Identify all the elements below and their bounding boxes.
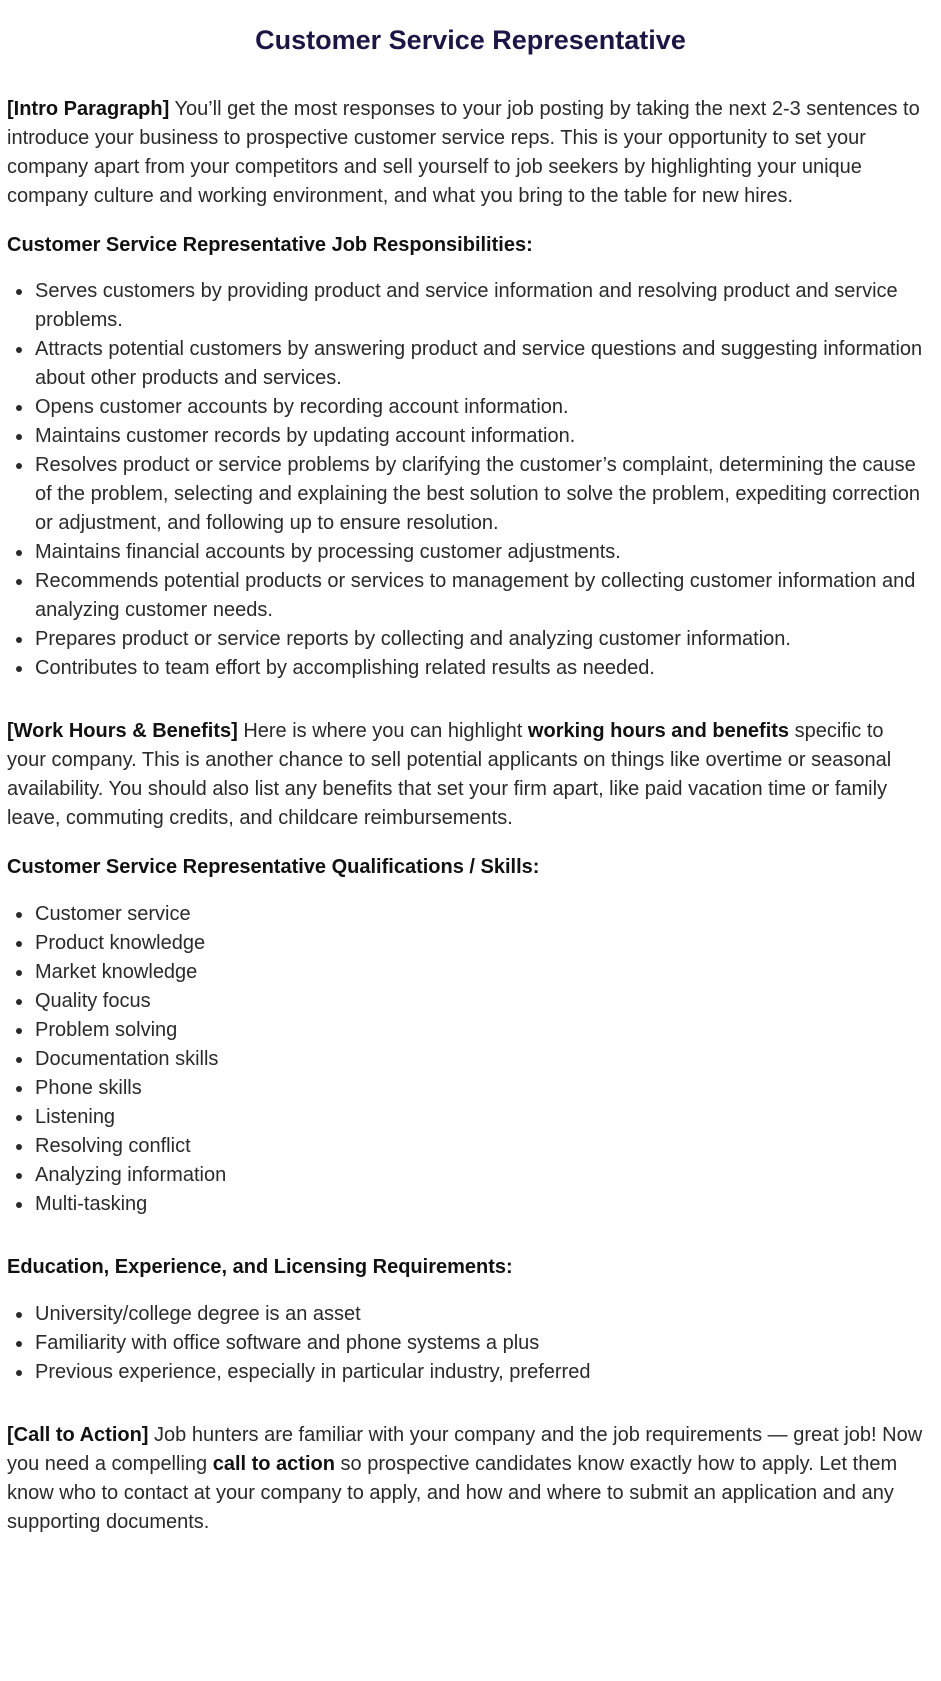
list-item	[7, 538, 927, 567]
list-item	[7, 1358, 927, 1387]
call-to-action-paragraph	[7, 1421, 927, 1537]
list-item-text: Listening	[35, 1106, 116, 1128]
list-item-text: Attracts potential customers by answering product and service questions and suggesting information about other products and services.	[35, 338, 923, 389]
responsibilities-list	[7, 277, 941, 683]
list-item-text: Contributes to team effort by accomplishing related results as needed.	[35, 657, 655, 679]
list-item	[7, 625, 927, 654]
work-hours-paragraph	[7, 717, 927, 833]
list-item-text: Recommends potential products or services to management by collecting customer information and analyzing customer needs.	[35, 570, 916, 621]
bullet-icon	[16, 1028, 22, 1034]
list-item	[7, 1132, 927, 1161]
bullet-icon	[16, 1057, 22, 1063]
list-item	[7, 900, 927, 929]
bullet-icon	[16, 1312, 22, 1318]
list-item-text: Opens customer accounts by recording account information.	[35, 396, 569, 418]
list-item	[7, 393, 927, 422]
bullet-icon	[16, 1144, 22, 1150]
bullet-icon	[16, 579, 22, 585]
bullet-icon	[16, 347, 22, 353]
list-item	[7, 1074, 927, 1103]
list-item	[7, 1329, 927, 1358]
bullet-icon	[16, 970, 22, 976]
list-item	[7, 987, 927, 1016]
bullet-icon	[16, 999, 22, 1005]
cta-label: [Call to Action]	[7, 1424, 149, 1446]
list-item	[7, 1300, 927, 1329]
list-item	[7, 929, 927, 958]
list-item-text: Phone skills	[35, 1077, 142, 1099]
list-item-text: Maintains customer records by updating account information.	[35, 425, 576, 447]
list-item-text: Multi-tasking	[35, 1193, 148, 1215]
list-item	[7, 958, 927, 987]
list-item-text: Familiarity with office software and phone systems a plus	[35, 1332, 540, 1354]
responsibilities-heading: Customer Service Representative Job Responsibilities:	[7, 234, 533, 256]
list-item-text: Customer service	[35, 903, 191, 925]
intro-label: [Intro Paragraph]	[7, 98, 170, 120]
bullet-icon	[16, 912, 22, 918]
list-item-text: Previous experience, especially in particular industry, preferred	[35, 1361, 591, 1383]
intro-paragraph	[7, 95, 927, 211]
list-item-text: Quality focus	[35, 990, 151, 1012]
qualifications-list	[7, 900, 941, 1219]
list-item-text: Documentation skills	[35, 1048, 219, 1070]
list-item	[7, 567, 927, 625]
education-list	[7, 1300, 941, 1387]
list-item-text: Maintains financial accounts by processing customer adjustments.	[35, 541, 621, 563]
bullet-icon	[16, 550, 22, 556]
list-item-text: Resolving conflict	[35, 1135, 191, 1157]
cta-text-after: so prospective candidates know exactly how to apply. Let them know who to contact at your company to apply, and how and where to submit an application and any supporting documents.	[7, 1453, 898, 1533]
bullet-icon	[16, 941, 22, 947]
list-item	[7, 1103, 927, 1132]
list-item	[7, 277, 927, 335]
list-item	[7, 1161, 927, 1190]
list-item	[7, 1190, 927, 1219]
work-text-before: Here is where you can highlight	[237, 720, 528, 742]
cta-text-before: Job hunters are familiar with your company and the job requirements — great job! Now you need a compelling	[7, 1424, 923, 1475]
bullet-icon	[16, 289, 22, 295]
list-item-text: Market knowledge	[35, 961, 198, 983]
bullet-icon	[16, 1115, 22, 1121]
work-text-after: specific to your company. This is another chance to sell potential applicants on things like overtime or seasonal availability. You should also list any benefits that set your firm apart, like paid vacation time or family leave, commuting credits, and childcare reimbursements.	[7, 720, 892, 829]
bullet-icon	[16, 434, 22, 440]
list-item	[7, 422, 927, 451]
list-item	[7, 451, 927, 538]
bullet-icon	[16, 637, 22, 643]
page-title: Customer Service Representative	[255, 25, 686, 55]
bullet-icon	[16, 666, 22, 672]
list-item	[7, 335, 927, 393]
qualifications-heading: Customer Service Representative Qualifications / Skills:	[7, 856, 540, 878]
list-item	[7, 1045, 927, 1074]
bullet-icon	[16, 1173, 22, 1179]
bullet-icon	[16, 405, 22, 411]
list-item-text: Serves customers by providing product and service information and resolving product and service problems.	[35, 280, 898, 331]
list-item-text: Resolves product or service problems by clarifying the customer’s complaint, determining the cause of the problem, selecting and explaining the best solution to solve the problem, expediting correction or adjustment, and following up to ensure resolution.	[35, 454, 920, 534]
cta-bold-text: call to action	[212, 1453, 335, 1475]
list-item	[7, 1016, 927, 1045]
bullet-icon	[16, 463, 22, 469]
bullet-icon	[16, 1086, 22, 1092]
bullet-icon	[16, 1341, 22, 1347]
bullet-icon	[16, 1202, 22, 1208]
work-label: [Work Hours & Benefits]	[7, 720, 238, 742]
work-bold-text: working hours and benefits	[527, 720, 790, 742]
list-item-text: Prepares product or service reports by collecting and analyzing customer information.	[35, 628, 791, 650]
list-item-text: Product knowledge	[35, 932, 206, 954]
bullet-icon	[16, 1370, 22, 1376]
list-item-text: Problem solving	[35, 1019, 178, 1041]
list-item	[7, 654, 927, 683]
list-item-text: University/college degree is an asset	[35, 1303, 361, 1325]
education-heading: Education, Experience, and Licensing Requirements:	[7, 1256, 513, 1278]
list-item-text: Analyzing information	[35, 1164, 227, 1186]
intro-text: You’ll get the most responses to your job posting by taking the next 2-3 sentences to introduce your business to prospective customer service reps. This is your opportunity to set your company apart from your competitors and sell yourself to job seekers by highlighting your unique company culture and working environment, and what you bring to the table for new hires.	[7, 98, 920, 207]
